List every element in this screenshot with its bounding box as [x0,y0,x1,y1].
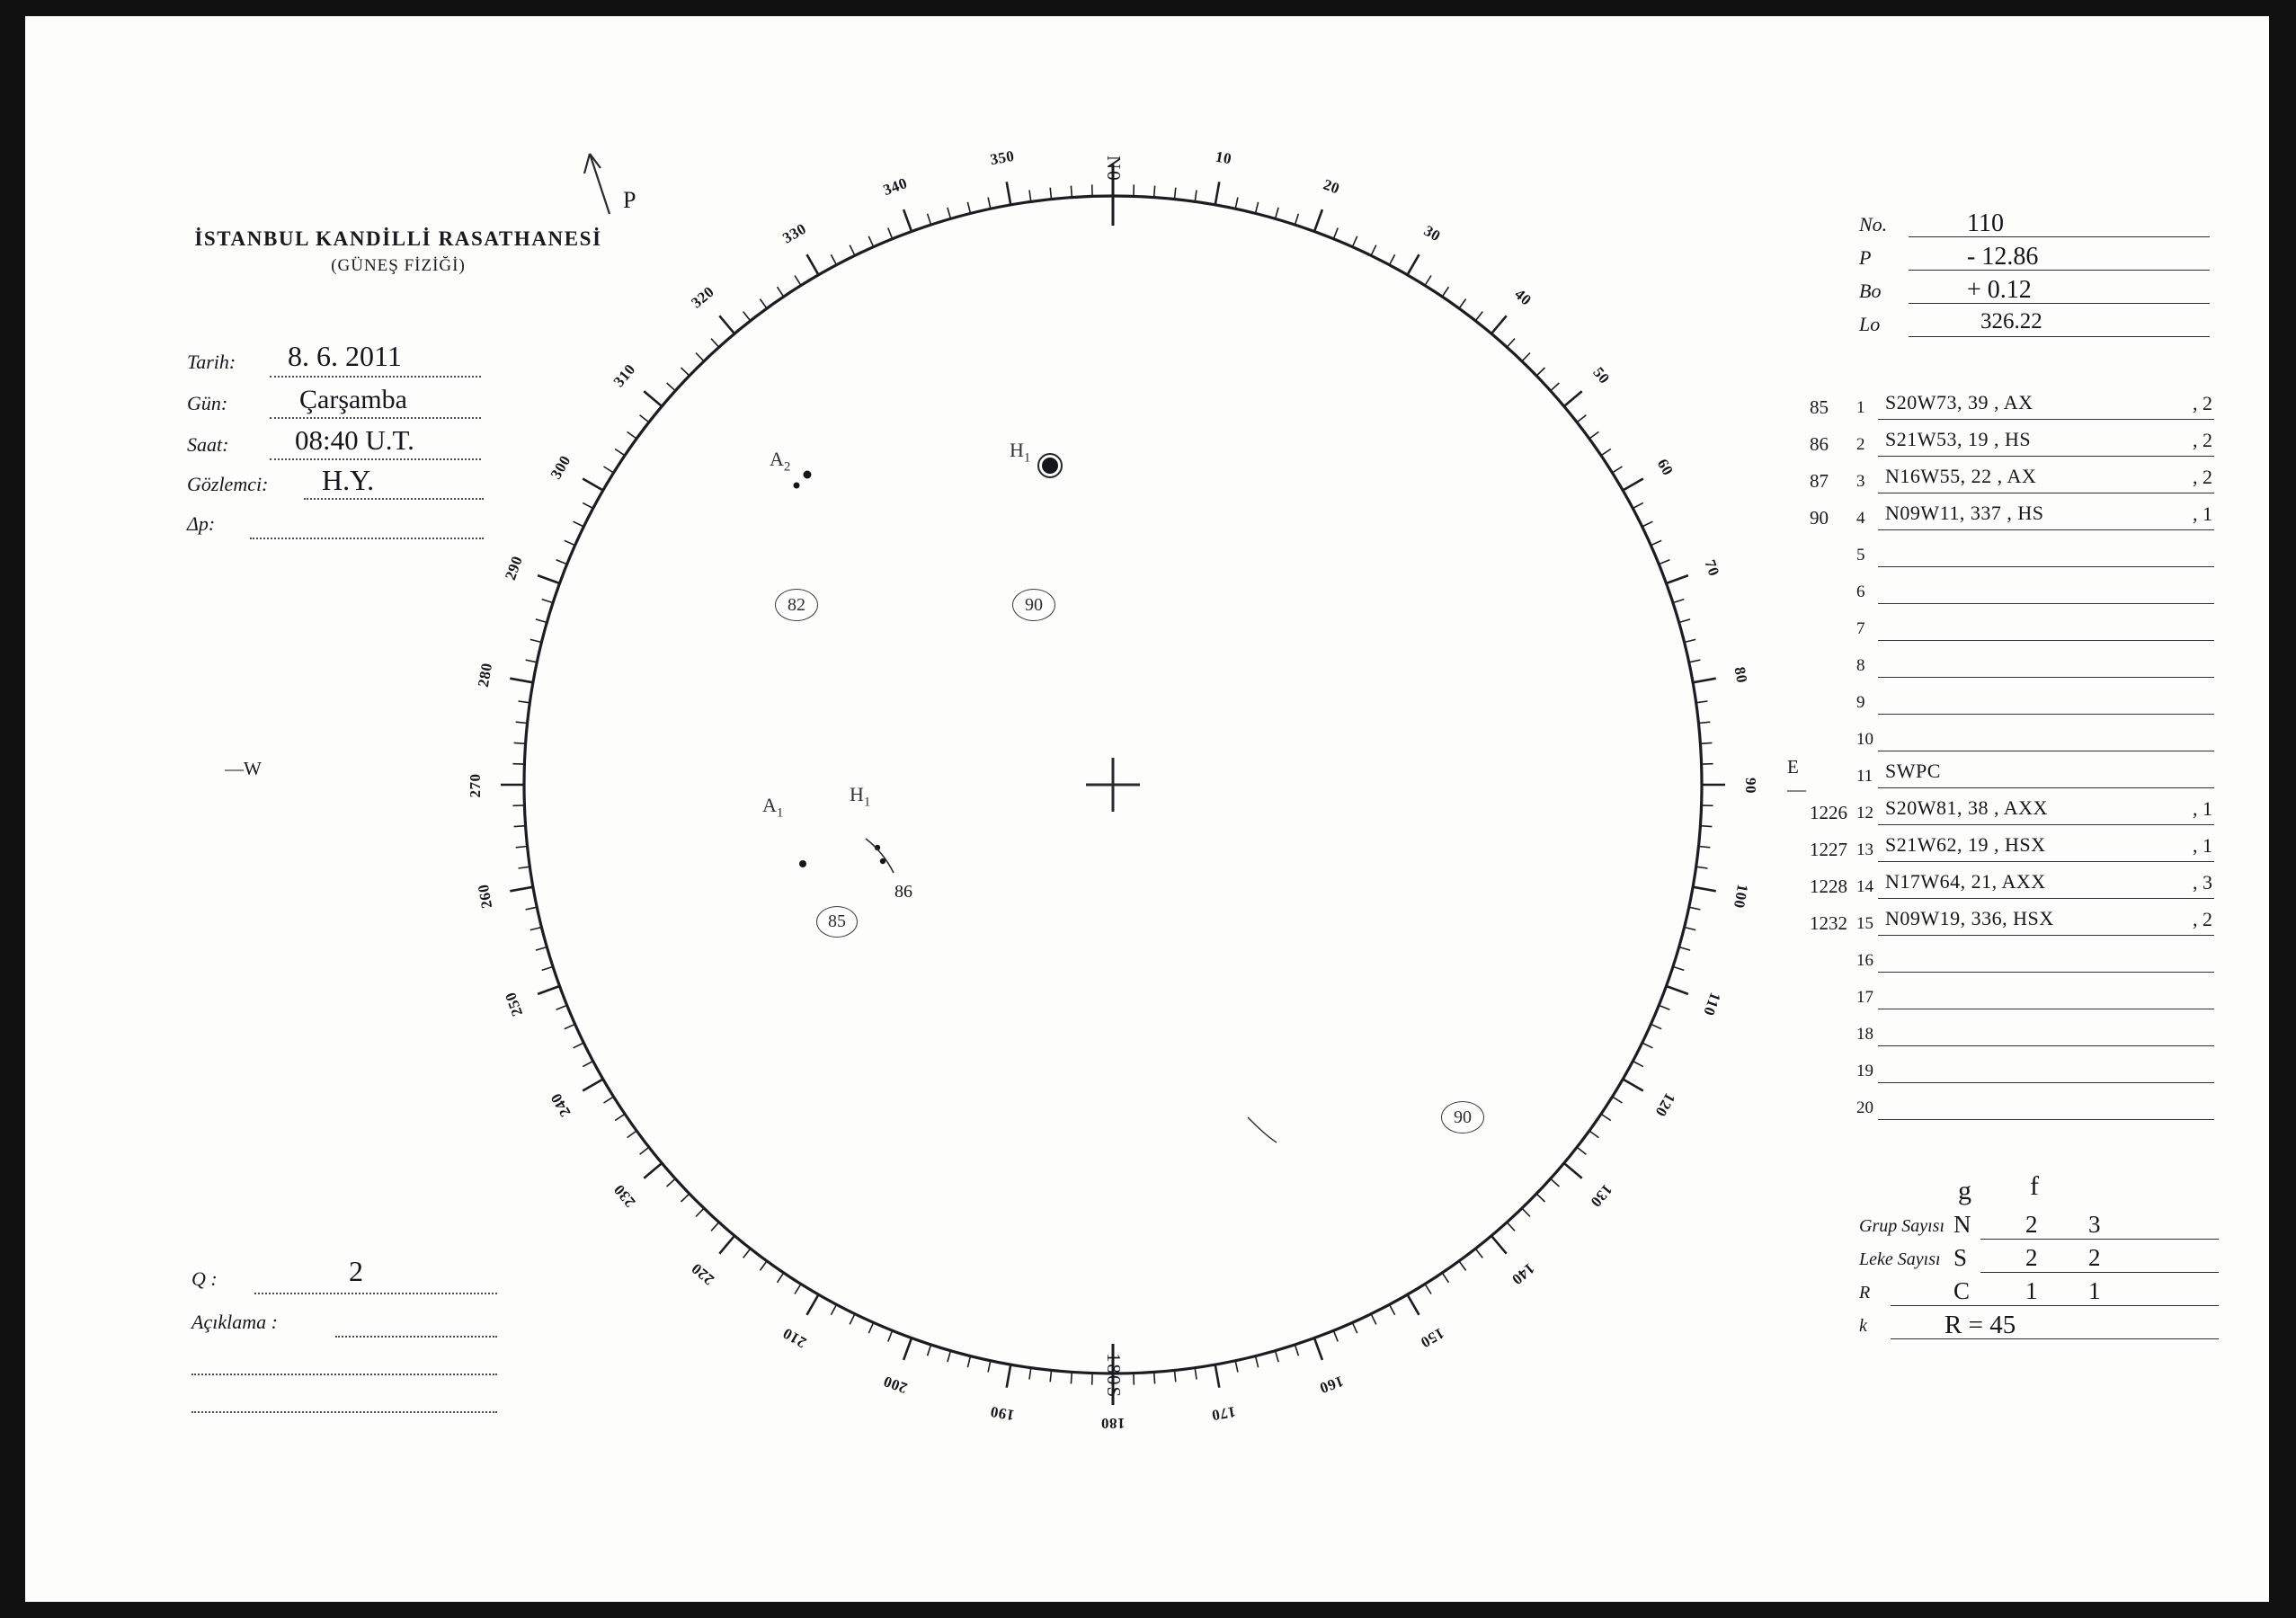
entry-tail: , 2 [2193,466,2212,488]
counts-line-spot [1980,1272,2219,1273]
entry-prefix: 1226 [1810,802,1847,823]
entry-line [1878,1119,2214,1120]
spot [794,483,800,489]
field-line-gun [270,417,481,419]
field-value-saat[interactable]: 08:40 U.T. [295,424,414,456]
entry-line [1878,935,2214,936]
entry-prefix: 1227 [1810,839,1847,860]
degree-label: 220 [688,1259,718,1289]
list-item [1810,426,2214,463]
entry-tail: , 1 [2193,834,2212,857]
center-cross [1086,758,1140,812]
entry-number: 8 [1856,656,1865,675]
entry-tail: , 2 [2193,429,2212,451]
entry-number: 17 [1856,988,1873,1007]
entry-text[interactable]: S21W53, 19 , HS [1885,428,2032,450]
entry-line [1878,529,2214,530]
entry-prefix: 85 [1810,396,1829,418]
list-item [1819,758,2214,795]
degree-label: 310 [610,360,639,391]
entry-number: 13 [1856,840,1873,859]
field-value-gun[interactable]: Çarşamba [299,385,407,414]
field-line-tarih [270,376,481,378]
list-item [1810,500,2214,537]
observatory-name: İSTANBUL KANDİLLİ RASATHANESİ [194,227,602,250]
counts-v1-group[interactable]: N [1953,1211,1971,1238]
degree-label: 70 [1701,556,1723,579]
entry-number: 15 [1856,914,1873,933]
degree-label: 340 [880,173,910,199]
entry-number: 9 [1856,693,1865,712]
param-row-no [1859,209,2210,243]
counts-label-group: Grup Sayısı [1859,1216,1944,1236]
entry-number: 6 [1856,582,1865,601]
counts-v2-spot[interactable]: 2 [2025,1244,2038,1271]
param-row-bo [1859,276,2210,309]
list-item [1819,942,2214,979]
param-value-no[interactable]: 110 [1967,209,2004,237]
counts-v3-spot[interactable]: 2 [2088,1244,2101,1271]
list-item [1819,610,2214,647]
degree-label: 200 [880,1373,910,1398]
entry-line [1878,640,2214,641]
degree-label: 260 [474,883,496,911]
degree-label: 90 [1742,778,1759,794]
group-label-H1a: $H_1$ [1010,439,1031,466]
entry-line [1878,714,2214,715]
entry-number: 11 [1856,767,1873,786]
degree-label: 160 [1316,1373,1346,1398]
entry-number: 20 [1856,1098,1873,1117]
entry-prefix: 87 [1810,470,1829,492]
list-item [1819,537,2214,573]
sunspot-entry-list [1810,389,2214,1126]
list-item [1819,573,2214,610]
degree-label: 120 [1651,1089,1679,1120]
group-label-A1: $A_1$ [762,794,784,821]
degree-label: 320 [688,282,718,312]
group-label-H1b: $H_1$ [850,783,871,810]
field-line-saat [270,458,481,460]
degree-label: 330 [779,219,809,247]
field-label-saat: Saat: [187,433,229,456]
entry-line [1878,1045,2214,1046]
entry-number: 19 [1856,1062,1873,1080]
param-line-bo [1909,303,2210,304]
entry-line [1878,824,2214,825]
degree-label: 230 [610,1180,639,1211]
counts-head-g: g [1958,1176,1971,1205]
group-number-90a: 90 [1012,589,1055,621]
degree-label: 40 [1511,285,1535,309]
entry-number: 5 [1856,546,1865,565]
entry-text[interactable]: N16W55, 22 , AX [1885,465,2037,487]
entry-number: 3 [1856,472,1865,491]
entry-text[interactable]: N09W19, 336, HSX [1885,907,2054,929]
spot [1042,458,1058,474]
degree-label: 190 [988,1402,1016,1425]
p-arrow [584,154,610,214]
list-item [1819,1053,2214,1089]
list-item [1819,1089,2214,1126]
entry-line [1878,677,2214,678]
degree-label: 150 [1417,1324,1447,1352]
field-label-gun: Gün: [187,392,228,414]
entry-text[interactable]: SWPC [1885,760,1941,782]
param-line-p [1909,270,2210,271]
counts-row-k [1859,1311,2219,1345]
counts-line-r [1891,1305,2219,1306]
group-number-90b: 90 [1441,1101,1484,1133]
group-label-A2: $A_2$ [770,448,791,475]
counts-v2-r[interactable]: 1 [2025,1277,2038,1304]
observatory-department: (GÜNEŞ FİZİĞİ) [331,256,466,275]
degree-label: 80 [1731,665,1751,685]
counts-block [1859,1171,2219,1345]
axis-label-north: N0 [1103,156,1125,182]
axis-label-west: —W [225,758,262,779]
entry-number: 1 [1856,398,1865,417]
field-value-gozlemci[interactable]: H.Y. [322,464,375,496]
axis-label-p: P [623,187,636,213]
degree-label: 300 [547,451,574,482]
counts-label-spot: Leke Sayısı [1859,1249,1941,1269]
remark-line-2 [191,1374,497,1375]
entry-number: 4 [1856,509,1865,528]
entry-prefix: 1232 [1810,912,1847,934]
observation-sheet [25,16,2269,1602]
param-line-no [1909,236,2210,237]
param-row-p [1859,243,2210,276]
counts-label-k: k [1859,1316,1867,1336]
entry-text[interactable]: N17W64, 21, AXX [1885,870,2046,893]
entry-line [1878,898,2214,899]
counts-row-group [1859,1212,2219,1245]
field-label-deltap: Δp: [187,512,216,535]
param-label-bo: Bo [1859,280,1882,302]
param-value-p[interactable]: - 12.86 [1967,243,2039,271]
counts-line-group [1980,1239,2219,1240]
degree-label: 50 [1589,363,1614,387]
param-line-lo [1909,336,2210,337]
degree-label: 180 [1100,1415,1126,1432]
degree-label: 30 [1420,221,1444,245]
spot [799,860,806,867]
param-label-lo: Lo [1859,313,1881,335]
entry-line [1878,861,2214,862]
quality-value[interactable]: 2 [349,1255,363,1287]
degree-label: 270 [467,773,484,798]
degree-label: 140 [1508,1259,1538,1289]
degree-label: 130 [1587,1180,1616,1211]
list-item [1819,647,2214,684]
param-value-bo[interactable]: + 0.12 [1967,276,2032,304]
entry-line [1878,566,2214,567]
list-item [1819,979,2214,1016]
list-item [1810,463,2214,500]
group-number-82: 82 [775,589,818,621]
parameters-block [1859,209,2210,342]
entry-tail: , 2 [2193,908,2212,930]
degree-label: 210 [779,1324,809,1352]
entry-tail: , 1 [2193,797,2212,820]
counts-head-f: f [2030,1171,2039,1201]
entry-number: 2 [1856,435,1865,454]
degree-label: 60 [1653,455,1678,478]
quality-label: Q : [191,1267,218,1290]
counts-line-k [1891,1338,2219,1339]
degree-label: 10 [1214,147,1233,168]
list-item [1810,868,2214,905]
list-item [1819,684,2214,721]
counts-v3-group[interactable]: 3 [2088,1211,2101,1238]
param-row-lo [1859,309,2210,342]
field-label-tarih: Tarih: [187,351,236,373]
entry-line [1878,456,2214,457]
degree-label: 250 [501,989,526,1018]
entry-tail: , 3 [2193,871,2212,893]
field-line-deltap [250,538,484,539]
degree-label: 20 [1320,175,1342,198]
entry-prefix: 86 [1810,433,1829,455]
entry-text[interactable]: S20W81, 38 , AXX [1885,796,2048,819]
spot [804,471,812,479]
entry-text[interactable]: S20W73, 39 , AX [1885,391,2033,413]
list-item [1810,905,2214,942]
group-number-85: 85 [816,906,858,938]
degree-label: 350 [988,147,1016,169]
list-item [1810,795,2214,831]
list-item [1819,1016,2214,1053]
entry-line [1878,603,2214,604]
entry-line [1878,787,2214,788]
list-item [1819,721,2214,758]
degree-label: 100 [1730,883,1752,911]
list-item [1810,831,2214,868]
counts-row-r [1859,1278,2219,1311]
list-item [1810,389,2214,426]
entry-prefix: 1228 [1810,876,1847,897]
param-label-p: P [1859,246,1872,269]
entry-tail: , 1 [2193,502,2212,525]
entry-number: 10 [1856,730,1873,749]
counts-v3-r[interactable]: 1 [2088,1277,2101,1304]
counts-label-r: R [1859,1283,1871,1302]
entry-number: 7 [1856,619,1865,638]
entry-line [1878,419,2214,420]
entry-prefix: 90 [1810,507,1829,529]
disc-svg [457,129,1769,1441]
entry-text[interactable]: S21W62, 19 , HSX [1885,833,2046,856]
counts-v1-r[interactable]: C [1953,1277,1971,1304]
degree-label: 110 [1700,990,1725,1018]
counts-v1-spot[interactable]: S [1953,1244,1968,1271]
param-label-no: No. [1859,213,1888,236]
degree-label: 170 [1210,1402,1238,1425]
entry-number: 14 [1856,877,1873,896]
counts-v1-k[interactable]: R = 45 [1944,1311,2016,1339]
axis-label-south: 180S [1103,1353,1125,1400]
entry-line [1878,1082,2214,1083]
remark-line-3 [191,1411,497,1413]
entry-number: 18 [1856,1025,1873,1044]
degree-label: 290 [501,553,526,582]
entry-number: 16 [1856,951,1873,970]
field-label-gozlemci: Gözlemci: [187,473,269,495]
entry-tail: , 2 [2193,392,2212,414]
entry-number: 12 [1856,804,1873,822]
counts-row-spot [1859,1245,2219,1278]
entry-text[interactable]: N09W11, 337 , HS [1885,502,2044,524]
entry-line [1878,972,2214,973]
group-number-86: 86 [894,882,912,902]
remark-label: Açıklama : [191,1311,278,1333]
counts-v2-group[interactable]: 2 [2025,1211,2038,1238]
degree-label: 240 [547,1089,574,1120]
field-value-tarih[interactable]: 8. 6. 2011 [288,340,402,372]
degree-label: 280 [474,661,496,689]
param-value-lo[interactable]: 326.22 [1980,309,2042,333]
axis-label-east: E — [1787,756,1806,800]
